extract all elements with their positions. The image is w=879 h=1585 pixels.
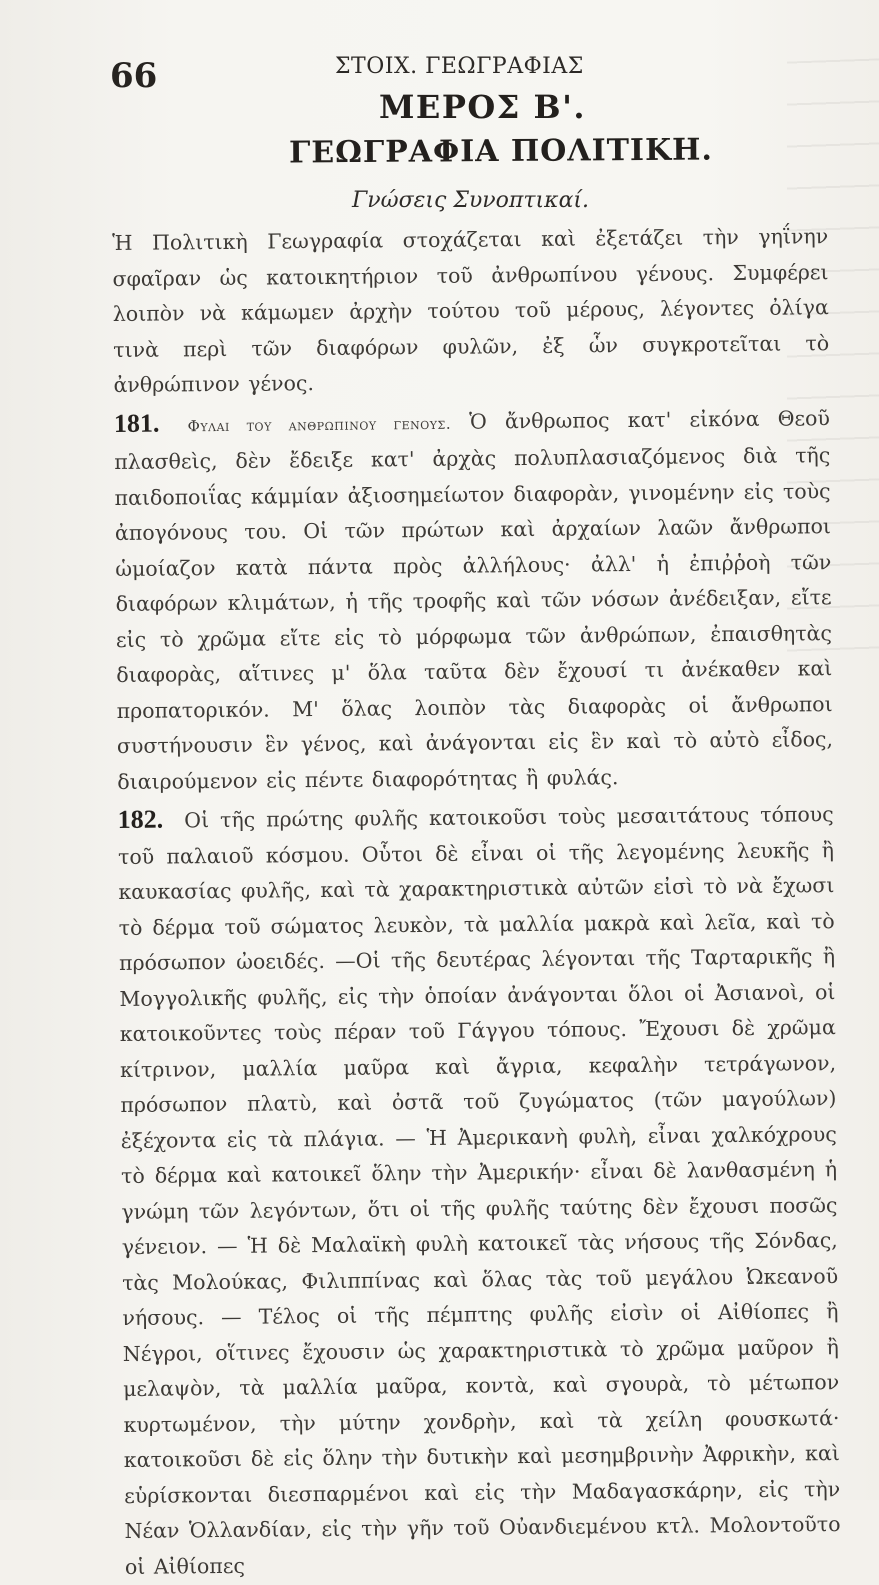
running-head: ΣΤΟΙΧ. ΓΕΩΓΡΑΦΙΑΣ bbox=[335, 54, 584, 79]
page-header bbox=[110, 50, 690, 96]
intro-paragraph: Ἡ Πολιτικὴ Γεωγραφία στοχάζεται καὶ ἐξετάζει τὴν γηΐνην σφαῖραν ὡς κατοικητήριον τοῦ ἀνθρωπίνου γένους. Συμφέρει λοιπὸν νὰ κάμωμεν ἀρχὴν τούτου τοῦ μέρους, λέγοντες ὀλίγα τινὰ περὶ τῶν διαφόρων φυλῶν, ἐξ ὧν συγκροτεῖται τὸ ἀνθρώπινον γένος. bbox=[112, 224, 830, 397]
body-text bbox=[112, 219, 841, 1585]
section-number: 181. bbox=[113, 408, 160, 438]
section-181-paragraph bbox=[114, 399, 834, 800]
section-heading: Φυλαι του ανθρωπινου γενους. bbox=[187, 414, 452, 435]
page-number: 66 bbox=[110, 56, 158, 96]
section-number: 182. bbox=[117, 804, 164, 834]
section-title: ΓΕΩΓΡΑΦΙΑ ΠΟΛΙΤΙΚΗ. bbox=[288, 132, 714, 171]
section-text: Οἱ τῆς πρώτης φυλῆς κατοικοῦσι τοὺς μεσαιτάτους τόπους τοῦ παλαιοῦ κόσμου. Οὗτοι δὲ εἶναι οἱ τῆς λεγομένης λευκῆς ἢ καυκασίας φυλῆς, καὶ τὰ χαρακτηριστικὰ αὐτῶν εἰσὶ τὸ νὰ ἔχωσι τὸ δέρμα τοῦ σώματος λευκὸν, τὰ μαλλία μακρὰ καὶ λεῖα, καὶ τὸ πρόσωπον ὠοειδές. —Οἱ τῆς δευτέρας λέγονται τῆς Ταρταρικῆς ἢ Μογγολικῆς φυλῆς, εἰς τὴν ὁποίαν ἀνάγονται ὅλοι οἱ Ἀσιανοὶ, οἱ κατοικοῦντες τοὺς πέραν τοῦ Γάγγου τόπους. Ἔχουσι δὲ χρῶμα κίτρινον, μαλλία μαῦρα καὶ ἄγρια, κεφαλὴν τετράγωνον, πρόσωπον πλατὺ, καὶ ὀστᾶ τοῦ ζυγώματος (τῶν μαγούλων) ἐξέχοντα εἰς τὰ πλάγια. — Ἡ Ἀμερικανὴ φυλὴ, εἶναι χαλκόχρους τὸ δέρμα καὶ κατοικεῖ ὅλην τὴν Ἀμερικήν· εἶναι δὲ λανθασμένη ἡ γνώμη τῶν λεγόντων, ὅτι οἱ τῆς φυλῆς ταύτης δὲν ἔχουσι ποσῶς γένειον. — Ἡ δὲ Μαλαϊκὴ φυλὴ κατοικεῖ τὰς νήσους τῆς Σόνδας, τὰς Μολούκας, Φιλιππίνας καὶ ὅλας τὰς τοῦ μεγάλου Ὠκεανοῦ νήσους. — Τέλος οἱ τῆς πέμπτης φυλῆς εἰσὶν οἱ Αἰθίοπες ἢ Νέγροι, οἵτινες ἔχουσιν ὡς χαρακτηριστικὰ τὸ χρῶμα μαῦρον ἢ μελαψὸν, τὰ μαλλία μαῦρα, κοντὰ, καὶ σγουρὰ, τὸ μέτωπον κυρτωμένον, τὴν μύτην χονδρὴν, καὶ τὰ χείλη φουσκωτά· κατοικοῦσι δὲ εἰς ὅλην τὴν δυτικὴν καὶ μεσημβρινὴν Ἀφρικὴν, καὶ εὑρίσκονται διεσπαρμένοι καὶ εἰς τὴν Μαδαγασκάρην, εἰς τὴν Νέαν Ὁλλανδίαν, εἰς τὴν γῆν τοῦ Οὐανδιεμένου κτλ. Μολοντοῦτο οἱ Αἰθίοπες bbox=[117, 802, 841, 1579]
section-182-paragraph bbox=[118, 795, 841, 1585]
section-text: Ὁ ἄνθρωπος κατ' εἰκόνα Θεοῦ πλασθεὶς, δὲν ἔδειξε κατ' ἀρχὰς πολυπλασιαζόμενος διὰ τῆς παιδοποιΐας κάμμίαν ἀξιοσημείωτον διαφορὰν, γινομένην εἰς τοὺς ἀπογόνους του. Οἱ τῶν πρώτων καὶ ἀρχαίων λαῶν ἄνθρωποι ὡμοίαζον κατὰ πάντα πρὸς ἀλλήλους· ἀλλ' ἡ ἐπιῤῥοὴ τῶν διαφόρων κλιμάτων, ἡ τῆς τροφῆς καὶ τῶν νόσων ἀνέδειξαν, εἴτε εἰς τὸ χρῶμα εἴτε εἰς τὸ μόρφωμα τῶν ἀνθρώπων, ἐπαισθητὰς διαφορὰς, αἵτινες μ' ὅλα ταῦτα δὲν ἔχουσί τι ἀνέκαθεν καὶ προπατορικόν. Μ' ὅλας λοιπὸν τὰς διαφορὰς οἱ ἄνθρωποι συστήνουσιν ἓν γένος, καὶ ἀνάγονται εἰς ἓν καὶ τὸ αὐτὸ εἶδος, διαιρούμενον εἰς πέντε διαφορότητας ἢ φυλάς. bbox=[114, 405, 834, 794]
subtitle: Γνώσεις Συνοπτικαί. bbox=[352, 188, 590, 213]
part-title: ΜΕΡΟΣ Β'. bbox=[379, 88, 586, 126]
